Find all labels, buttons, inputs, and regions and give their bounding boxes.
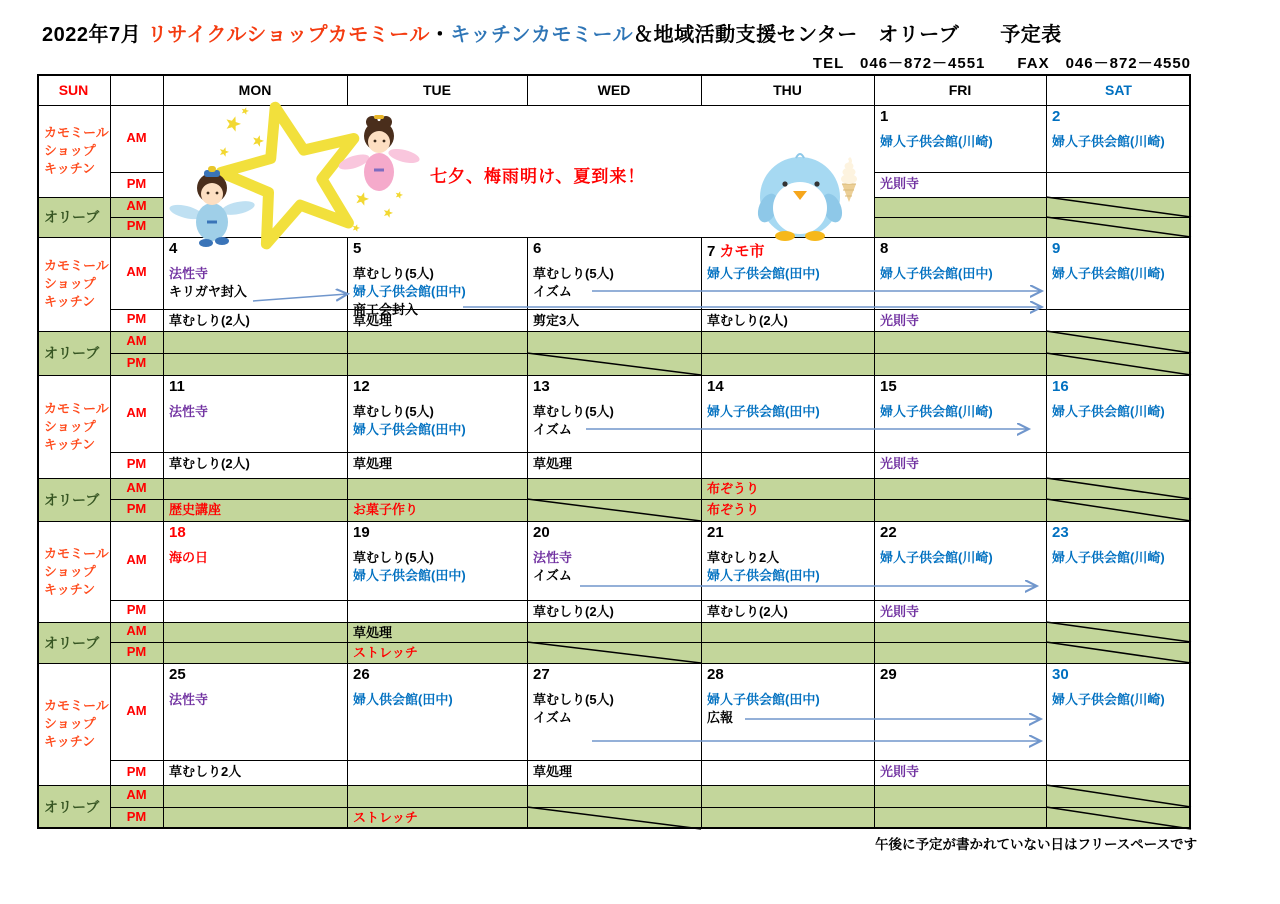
ampm-label-am: AM	[126, 264, 147, 279]
date-label: 7 カモ市	[707, 243, 765, 260]
schedule-entry-pm: 光則寺	[880, 313, 920, 328]
schedule-entry-olive-am: 草処理	[353, 625, 393, 640]
ampm-label-olive-am: AM	[126, 623, 147, 638]
schedule-entry-am: 婦人子供会館(川崎)	[1052, 550, 1165, 565]
group-label-kamomile: カモミール	[44, 258, 109, 273]
ampm-label-pm: PM	[126, 176, 147, 191]
schedule-entry-am: 海の日	[169, 550, 209, 565]
group-label-kamomile: キッチン	[44, 582, 96, 597]
schedule-entry-pm: 光則寺	[880, 604, 920, 619]
ampm-label-pm: PM	[126, 602, 147, 617]
ampm-label-olive-pm: PM	[126, 501, 147, 516]
schedule-entry-am: イズム	[533, 284, 572, 299]
footnote: 午後に予定が書かれていない日はフリースペースです	[875, 837, 1198, 852]
schedule-entry-pm: 草むしり(2人)	[707, 604, 788, 619]
schedule-entry-am: 草むしり2人	[707, 550, 780, 565]
schedule-entry-pm: 光則寺	[880, 456, 920, 471]
schedule-entry-am: 婦人子供会館(川崎)	[880, 404, 993, 419]
date-label: 6	[533, 240, 542, 257]
group-label-kamomile: ショップ	[44, 143, 96, 158]
schedule-entry-am: 婦人子供会館(川崎)	[1052, 134, 1165, 149]
schedule-entry-am: 婦人子供会館(川崎)	[1052, 692, 1165, 707]
schedule-entry-am: 草むしり(5人)	[353, 266, 434, 281]
schedule-entry-am: 婦人子供会館(川崎)	[1052, 404, 1165, 419]
schedule-entry-olive-am: 布ぞうり	[707, 481, 760, 496]
date-label: 9	[1052, 240, 1061, 257]
schedule-entry-olive-pm: ストレッチ	[353, 810, 418, 825]
schedule-entry-pm: 草むしり(2人)	[533, 604, 614, 619]
table-outline	[37, 74, 1191, 829]
title-kitchen-name: キッチンカモミール	[450, 24, 634, 46]
date-label: 14	[707, 378, 724, 395]
ampm-label-am: AM	[126, 405, 147, 420]
ampm-label-pm: PM	[126, 456, 147, 471]
schedule-entry-am: 草むしり(5人)	[533, 692, 614, 707]
tanabata-message: 七夕、梅雨明け、夏到来！	[430, 167, 646, 186]
schedule-entry-pm: 草処理	[533, 764, 573, 779]
ampm-label-olive-pm: PM	[126, 644, 147, 659]
ampm-label-olive-am: AM	[126, 787, 147, 802]
schedule-entry-am: イズム	[533, 710, 572, 725]
day-header-THU: THU	[773, 82, 802, 98]
group-label-kamomile: カモミール	[44, 125, 109, 140]
title-shop-name: リサイクルショップカモミール	[147, 24, 430, 46]
group-label-kamomile: カモミール	[44, 546, 109, 561]
schedule-entry-am: 商工会封入	[353, 302, 419, 317]
schedule-entry-am: 法性寺	[169, 692, 209, 707]
schedule-entry-olive-pm: 布ぞうり	[707, 502, 760, 517]
day-header-SUN: SUN	[58, 82, 89, 98]
ampm-label-am: AM	[126, 703, 147, 718]
schedule-entry-am: 草むしり(5人)	[533, 404, 614, 419]
schedule-entry-am: 婦人子供会館(田中)	[353, 568, 466, 583]
ampm-label-olive-pm: PM	[126, 218, 147, 233]
schedule-entry-am: 婦人子供会館(田中)	[707, 404, 820, 419]
schedule-entry-am: 婦人子供会館(川崎)	[880, 550, 993, 565]
ampm-label-am: AM	[126, 130, 147, 145]
group-label-kamomile: キッチン	[44, 734, 96, 749]
ampm-label-pm: PM	[126, 311, 147, 326]
date-label: 2	[1052, 108, 1061, 125]
group-label-olive: オリーブ	[44, 345, 100, 361]
schedule-entry-olive-pm: ストレッチ	[353, 645, 418, 660]
group-label-kamomile: キッチン	[44, 294, 96, 309]
group-label-kamomile: ショップ	[44, 716, 96, 731]
date-label: 25	[169, 666, 186, 683]
schedule-entry-am: 婦人供会館(田中)	[353, 692, 453, 707]
ampm-label-pm: PM	[126, 764, 147, 779]
schedule-entry-am: 草むしり(5人)	[353, 550, 434, 565]
schedule-entry-am: 草むしり(5人)	[533, 266, 614, 281]
schedule-entry-pm: 光則寺	[880, 176, 920, 191]
date-label: 26	[353, 666, 370, 683]
schedule-entry-pm: 草むしり(2人)	[169, 456, 250, 471]
date-label: 29	[880, 666, 897, 683]
schedule-entry-am: 法性寺	[169, 266, 209, 281]
date-label: 1	[880, 108, 889, 125]
schedule-entry-am: イズム	[533, 568, 572, 583]
schedule-entry-pm: 草むしり(2人)	[169, 313, 250, 328]
schedule-entry-am: 婦人子供会館(川崎)	[880, 134, 993, 149]
schedule-entry-olive-pm: 歴史講座	[169, 502, 222, 517]
schedule-entry-pm: 草むしり(2人)	[707, 313, 788, 328]
day-header-WED: WED	[597, 82, 631, 98]
date-label: 21	[707, 524, 724, 541]
date-label: 12	[353, 378, 370, 395]
date-label: 27	[533, 666, 550, 683]
group-label-olive: オリーブ	[44, 799, 100, 815]
day-header-SAT: SAT	[1105, 82, 1132, 98]
date-note: カモ市	[715, 243, 765, 260]
date-label: 4	[169, 240, 178, 257]
schedule-entry-am: 婦人子供会館(田中)	[707, 692, 820, 707]
schedule-entry-am: 婦人子供会館(田中)	[353, 422, 466, 437]
schedule-entry-am: 婦人子供会館(田中)	[707, 266, 820, 281]
day-header-MON: MON	[238, 82, 272, 98]
title-rest: ＆地域活動支援センター オリーブ 予定表	[633, 24, 1062, 46]
date-label: 28	[707, 666, 724, 683]
schedule-entry-am: イズム	[533, 422, 572, 437]
schedule-entry-am: キリガヤ封入	[169, 284, 247, 299]
title-separator: ・	[429, 24, 451, 46]
schedule-entry-am: 婦人子供会館(田中)	[880, 266, 993, 281]
date-label: 20	[533, 524, 550, 541]
schedule-entry-olive-pm: お菓子作り	[353, 502, 419, 517]
schedule-entry-pm: 光則寺	[880, 764, 920, 779]
group-label-kamomile: キッチン	[44, 161, 96, 176]
date-label: 18	[169, 524, 186, 541]
date-label: 19	[353, 524, 370, 541]
date-label: 30	[1052, 666, 1069, 683]
schedule-entry-pm: 剪定3人	[533, 313, 580, 328]
ampm-label-olive-am: AM	[126, 198, 147, 213]
day-header-FRI: FRI	[948, 82, 972, 98]
title-month: 2022年7月	[42, 24, 142, 46]
group-label-kamomile: カモミール	[44, 698, 109, 713]
group-label-olive: オリーブ	[44, 209, 100, 225]
group-label-olive: オリーブ	[44, 492, 100, 508]
date-label: 15	[880, 378, 897, 395]
date-label: 5	[353, 240, 362, 257]
schedule-entry-am: 法性寺	[533, 550, 573, 565]
group-label-kamomile: カモミール	[44, 401, 109, 416]
schedule-entry-pm: 草処理	[533, 456, 573, 471]
schedule-entry-am: 法性寺	[169, 404, 209, 419]
schedule-entry-pm: 草むしり2人	[169, 764, 242, 779]
ampm-label-olive-pm: PM	[126, 809, 147, 824]
group-label-olive: オリーブ	[44, 635, 100, 651]
ampm-label-am: AM	[126, 552, 147, 567]
contact-info: TEL 046－872－4551 FAX 046－872－4550	[812, 55, 1191, 72]
date-label: 8	[880, 240, 889, 257]
date-label: 11	[169, 378, 185, 395]
group-label-kamomile: ショップ	[44, 419, 96, 434]
schedule-entry-pm: 草処理	[353, 456, 393, 471]
group-label-kamomile: キッチン	[44, 437, 96, 452]
schedule-entry-am: 草むしり(5人)	[353, 404, 434, 419]
schedule-entry-am: 婦人子供会館(田中)	[353, 284, 466, 299]
schedule-entry-am: 広報	[707, 710, 734, 725]
day-header-TUE: TUE	[423, 82, 451, 98]
ampm-label-olive-am: AM	[126, 333, 147, 348]
ampm-label-olive-pm: PM	[126, 355, 147, 370]
date-label: 16	[1052, 378, 1069, 395]
schedule-entry-am: 婦人子供会館(田中)	[707, 568, 820, 583]
date-label: 23	[1052, 524, 1069, 541]
ampm-label-olive-am: AM	[126, 480, 147, 495]
date-label: 22	[880, 524, 897, 541]
schedule-entry-am: 婦人子供会館(川崎)	[1052, 266, 1165, 281]
group-label-kamomile: ショップ	[44, 276, 96, 291]
schedule-entry-pm: 草処理	[353, 313, 393, 328]
group-label-kamomile: ショップ	[44, 564, 96, 579]
date-label: 13	[533, 378, 550, 395]
